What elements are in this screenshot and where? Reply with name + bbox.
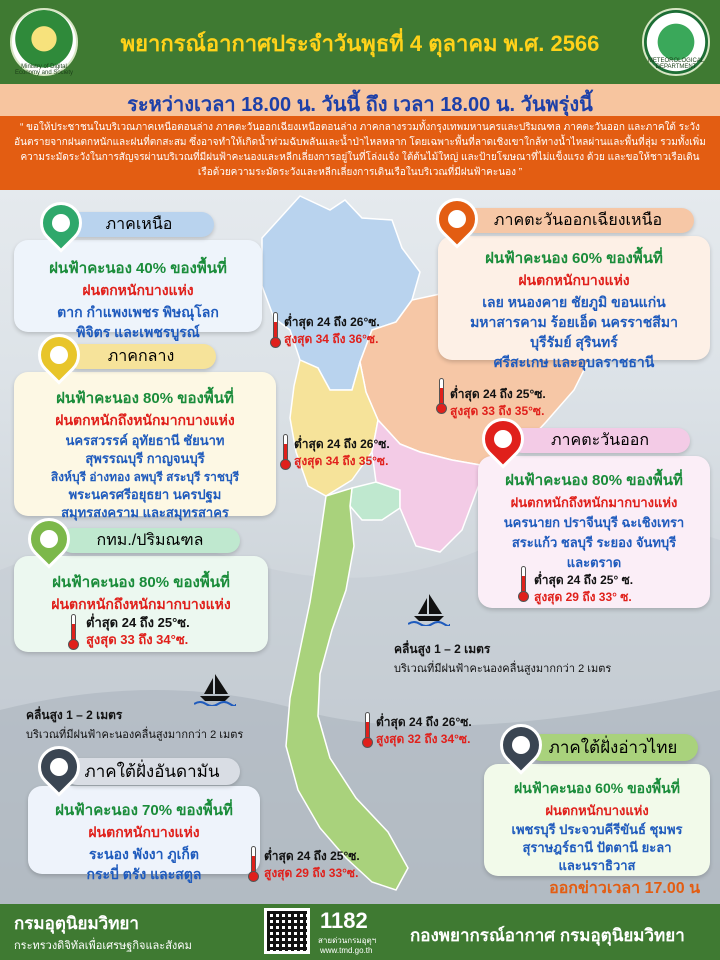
central-heavy: ฝนตกหนักถึงหนักมากบางแห่ง [55,412,235,428]
north-heavy: ฝนตกหนักบางแห่ง [82,282,194,298]
south-west-temp-min: ต่ำสุด 24 ถึง 25°ซ. [264,849,360,863]
region-card-south-west [28,786,260,882]
south-east-rain: ฝนฟ้าคะนอง 60% ของพื้นที่ [514,780,680,796]
thermometer-icon [68,614,78,650]
northeast-temp-min: ต่ำสุด 24 ถึง 25°ซ. [450,387,546,401]
region-card-south-east [484,764,710,876]
south-east-heavy: ฝนตกหนักบางแห่ง [545,803,649,818]
region-tab-northeast: ภาคตะวันออกเฉียงเหนือ [462,208,694,233]
east-heavy: ฝนตกหนักถึงหนักมากบางแห่ง [510,495,678,510]
advisory-text: “ ขอให้ประชาชนในบริเวณภาคเหนือตอนล่าง ภาคตะวันออกเฉียงเหนือตอนล่าง ภาคกลางรวมทั้งกรุงเทพมหานครและปริมณฑล ภาคตะวันออก และภาคใต้ ระวังอันตรายจากฝนตกหนักและฝนที่ตกสะสม ซึ่งอาจทำให้เกิดน้ำท่วมฉับพลันและน้ำป่าไหลหลาก โดยเฉพาะพื้นที่ลาดเชิงเขาใกล้ทางน้ำไหลผ่านและพื้นที่ลุ่ม รวมทั้งเพิ่มความระมัดระวังในการสัญจรผ่านบริเวณที่มีฝนฟ้าคะนองและหลีกเลี่ยงการอยู่ในที่โล่งแจ้ง ใต้ต้นไม้ใหญ่ และป้ายโฆษณาที่ไม่แข็งแรง ด้วย และขอให้ชาวเรือเดินเรือด้วยความระมัดระวังและหลีกเลี่ยงการเดินเรือในบริเวณที่มีฝนฟ้าคะนอง ” [0,116,720,190]
north-temp-max: สูงสุด 34 ถึง 36°ซ. [284,332,379,346]
north-rain: ฝนฟ้าคะนอง 40% ของพื้นที่ [49,260,227,277]
bangkok-temp-min: ต่ำสุด 24 ถึง 25°ซ. [86,615,190,630]
region-tab-north: ภาคเหนือ [64,212,214,237]
hotline-number: 1182 [320,908,368,933]
region-card-north [14,240,262,340]
northeast-province-line-4: ศรีสะเกษ และอุบลราชธานี [493,354,655,370]
east-province-line-3: และตราด [566,555,622,570]
footer-org-name: กรมอุตุนิยมวิทยา [14,914,139,933]
east-province-line-2: สระแก้ว ชลบุรี ระยอง จันทบุรี [511,535,677,550]
wave-gulf-height: คลื่นสูง 1 – 2 เมตร [394,642,491,656]
south-east-province-line-3: และนราธิวาส [558,858,636,873]
northeast-temp-max: สูงสุด 33 ถึง 35°ซ. [450,404,545,418]
central-province-line-3: สิงห์บุรี อ่างทอง ลพบุรี สระบุรี ราชบุรี [50,470,240,484]
south-east-temp-max: สูงสุด 32 ถึง 34°ซ. [376,732,471,746]
footer-division: กองพยากรณ์อากาศ กรมอุตุนิยมวิทยา [410,926,685,945]
east-province-line-1: นครนายก ปราจีนบุรี ฉะเชิงเทรา [503,515,685,530]
central-temp-max: สูงสุด 34 ถึง 35°ซ. [294,454,389,468]
bangkok-rain: ฝนฟ้าคะนอง 80% ของพื้นที่ [52,574,230,591]
north-province-line-2: พิจิตร และเพชรบูรณ์ [76,324,200,340]
header-bar [0,0,720,84]
page-title: พยากรณ์อากาศประจำวันพุธที่ 4 ตุลาคม พ.ศ. 2566 [120,31,600,56]
wave-note-andaman [26,706,243,743]
northeast-rain: ฝนฟ้าคะนอง 60% ของพื้นที่ [485,250,663,267]
south-west-rain: ฝนฟ้าคะนอง 70% ของพื้นที่ [55,802,233,819]
region-tab-south-east: ภาคใต้ฝั่งอ่าวไทย [528,734,698,761]
qr-code-icon [264,908,310,954]
thermometer-icon [248,846,258,882]
tmd-logo [642,8,710,76]
central-province-line-5: สมุทรสงคราม และสมุทรสาคร [61,505,229,520]
bangkok-heavy: ฝนตกหนักถึงหนักมากบางแห่ง [51,596,231,612]
central-province-line-2: สุพรรณบุรี กาญจนบุรี [85,451,205,466]
region-tab-central: ภาคกลาง [66,344,216,369]
thermometer-icon [270,312,280,348]
north-province-line-1: ตาก กำแพงเพชร พิษณุโลก [57,304,219,320]
east-temp-max: สูงสุด 29 ถึง 33° ซ. [534,590,632,604]
sailboat-icon [408,592,450,626]
issue-time: ออกข่าวเวลา 17.00 น [549,880,700,897]
south-east-province-line-2: สุราษฎร์ธานี ปัตตานี ยะลา [522,840,672,855]
bangkok-temp-max: สูงสุด 33 ถึง 34°ซ. [86,632,189,647]
region-tab-south-west: ภาคใต้ฝั่งอันดามัน [64,758,240,785]
forecast-period: ระหว่างเวลา 18.00 น. วันนี้ ถึง เวลา 18.00 น. วันพรุ่งนี้ [127,94,593,116]
central-temp-min: ต่ำสุด 24 ถึง 26°ซ. [294,437,390,451]
wave-gulf-note: บริเวณที่มีฝนฟ้าคะนองคลื่นสูงมากกว่า 2 เมตร [394,663,612,675]
north-temp-min: ต่ำสุด 24 ถึง 26°ซ. [284,315,380,329]
temp-south-west [264,848,360,882]
thermometer-icon [280,434,290,470]
thermometer-icon [362,712,372,748]
period-bar [0,84,720,116]
northeast-province-line-3: บุรีรัมย์ สุรินทร์ [530,334,618,350]
thermometer-icon [518,566,528,602]
temp-north [284,314,380,348]
wave-note-gulf [394,640,611,677]
south-west-temp-max: สูงสุด 29 ถึง 33°ซ. [264,866,359,880]
website-link[interactable]: www.tmd.go.th [320,946,373,955]
region-tab-bangkok: กทม./ปริมณฑล [60,528,240,553]
sailboat-icon [194,672,236,706]
tmd-logo-caption: METEOROLOGICAL DEPARTMENT [647,58,705,70]
central-rain: ฝนฟ้าคะนอง 80% ของพื้นที่ [56,390,234,407]
wave-andaman-height: คลื่นสูง 1 – 2 เมตร [26,708,123,722]
ministry-logo-caption: Ministry of Digital Economy and Society [14,64,74,76]
south-west-heavy: ฝนตกหนักบางแห่ง [88,824,200,840]
south-west-province-line-2: กระบี่ ตรัง และสตูล [86,866,202,882]
northeast-province-line-2: มหาสารคาม ร้อยเอ็ด นครราชสีมา [470,314,678,330]
temp-east [534,572,633,606]
region-tab-east: ภาคตะวันออก [510,428,690,453]
footer-bar [0,904,720,960]
south-east-temp-min: ต่ำสุด 24 ถึง 26°ซ. [376,715,472,729]
northeast-province-line-1: เลย หนองคาย ชัยภูมิ ขอนแก่น [482,294,666,310]
temp-south-east [376,714,472,748]
temp-central [294,436,390,470]
east-temp-min: ต่ำสุด 24 ถึง 25° ซ. [534,573,634,587]
ministry-logo [10,8,78,76]
region-card-northeast [438,236,710,370]
region-card-central [14,372,276,520]
temp-northeast [450,386,546,420]
wave-andaman-note: บริเวณที่มีฝนฟ้าคะนองคลื่นสูงมากกว่า 2 เมตร [26,729,244,741]
south-east-province-line-1: เพชรบุรี ประจวบคีรีขันธ์ ชุมพร [511,822,683,837]
temp-bangkok [86,614,190,648]
central-province-line-4: พระนครศรีอยุธยา นครปฐม [68,487,222,502]
central-province-line-1: นครสวรรค์ อุทัยธานี ชัยนาท [65,433,225,448]
south-west-province-line-1: ระนอง พังงา ภูเก็ต [89,846,199,862]
hotline-caption: สายด่วนกรมอุตุฯ [318,936,377,945]
footer-ministry: กระทรวงดิจิทัลเพื่อเศรษฐกิจและสังคม [14,940,192,952]
east-rain: ฝนฟ้าคะนอง 80% ของพื้นที่ [505,472,683,489]
northeast-heavy: ฝนตกหนักบางแห่ง [518,272,630,288]
thermometer-icon [436,378,446,414]
